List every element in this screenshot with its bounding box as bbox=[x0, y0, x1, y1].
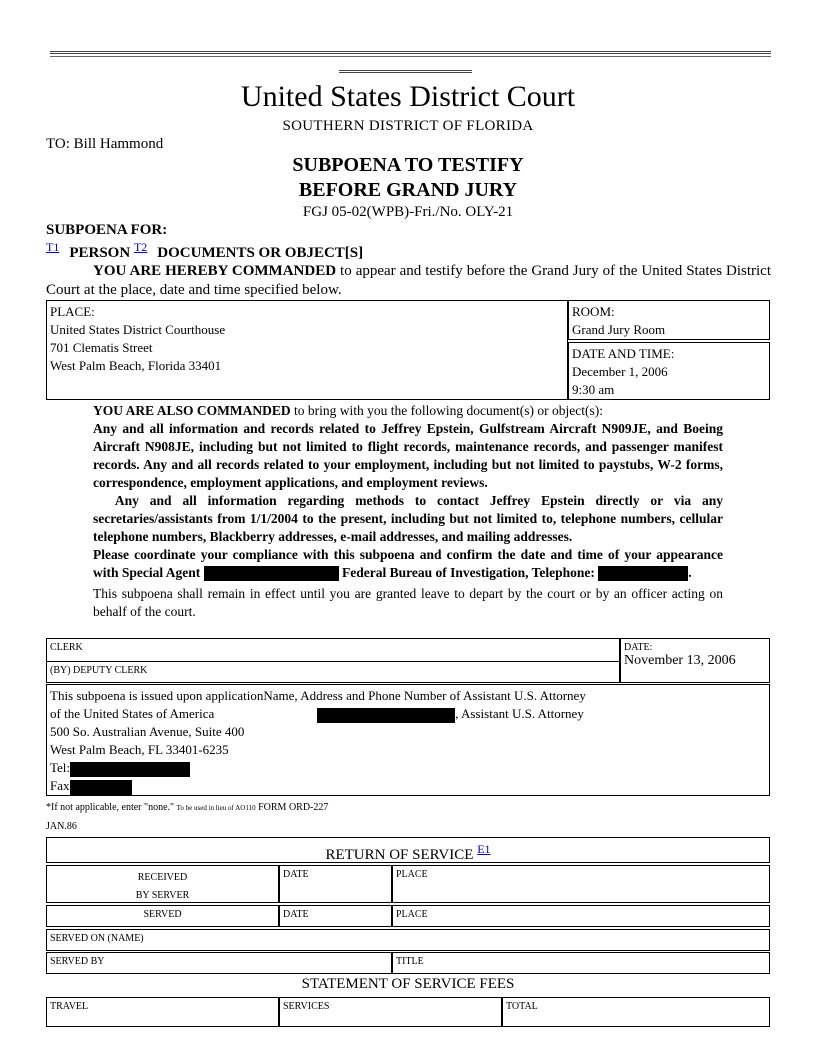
services-cell bbox=[279, 997, 502, 1027]
received-place-cell bbox=[392, 865, 770, 903]
footnote-small: To be used in lieu of AO110 bbox=[176, 804, 256, 812]
document-title-line2: BEFORE GRAND JURY bbox=[298, 179, 518, 201]
room-value: Grand Jury Room bbox=[572, 322, 666, 337]
received-label1: RECEIVED bbox=[137, 872, 188, 883]
place-line3: West Palm Beach, Florida 33401 bbox=[50, 358, 222, 373]
issuer-fax bbox=[50, 777, 766, 795]
datetime-label: DATE AND TIME: bbox=[572, 346, 675, 361]
form-date: JAN.86 bbox=[46, 821, 77, 832]
footnote-text: *If not applicable, enter "none." bbox=[46, 802, 175, 813]
clerk-label: CLERK bbox=[50, 642, 83, 653]
footnote bbox=[46, 802, 328, 813]
also-lead bbox=[93, 402, 723, 420]
redaction-telephone bbox=[598, 566, 688, 581]
records-paragraph: Any and all information and records related to Jeffrey Epstein, Gulfstream Aircraft N909JE, and Boeing Aircraft N908JE, including but not limited to flight records, maintenance records, and passenger manifest records. Any and all records related to your employment, including but not limited to paystubs, W-2 forms, correspondence, employment applications, and employment reviews. bbox=[93, 421, 723, 490]
issuer-tel bbox=[50, 759, 766, 777]
coordinate-text-b: Federal Bureau of Investigation, Telephone: bbox=[338, 565, 599, 580]
fax-label: Fax bbox=[50, 778, 70, 793]
header-rule bbox=[50, 56, 771, 57]
clerk-date-label: DATE: bbox=[624, 642, 653, 653]
link-t1[interactable]: T1 bbox=[46, 240, 60, 254]
datetime-time: 9:30 am bbox=[572, 382, 615, 397]
total-cell bbox=[502, 997, 770, 1027]
issuer-line3: 500 So. Australian Avenue, Suite 400 bbox=[50, 724, 245, 739]
travel-label: TRAVEL bbox=[50, 1001, 89, 1012]
coordinate-text-a: Please coordinate your compliance with this subpoena and confirm the date and time of your appearance with Special Agent bbox=[93, 547, 723, 580]
return-of-service-title: RETURN OF SERVICE bbox=[325, 847, 474, 863]
form-number: FORM ORD-227 bbox=[258, 802, 329, 813]
coordinate-text-c: . bbox=[688, 565, 692, 580]
total-label: TOTAL bbox=[506, 1001, 538, 1012]
also-lead-text: to bring with you the following document(s) or object(s): bbox=[290, 403, 603, 418]
recipient-line: TO: Bill Hammond bbox=[46, 136, 164, 152]
redaction-tel bbox=[70, 762, 190, 777]
served-date-label: DATE bbox=[283, 909, 309, 920]
place-box bbox=[46, 300, 568, 400]
issuer-line1: This subpoena is issued upon applicationName, Address and Phone Number of Assistant U.S. Attorney bbox=[50, 688, 586, 703]
datetime-date: December 1, 2006 bbox=[572, 364, 668, 379]
subpoena-for-heading: SUBPOENA FOR: bbox=[46, 222, 168, 238]
district-name: SOUTHERN DISTRICT OF FLORIDA bbox=[282, 118, 534, 134]
link-t2[interactable]: T2 bbox=[133, 240, 148, 254]
received-date-label: DATE bbox=[283, 869, 309, 880]
room-label: ROOM: bbox=[572, 304, 615, 319]
redaction-attorney-name bbox=[317, 708, 455, 723]
served-label: SERVED bbox=[143, 909, 182, 920]
document-title-line1: SUBPOENA TO TESTIFY bbox=[292, 154, 524, 176]
coordinate-paragraph bbox=[93, 546, 723, 582]
documents-option: DOCUMENTS OR OBJECT[S] bbox=[157, 245, 364, 261]
place-line1: United States District Courthouse bbox=[50, 322, 226, 337]
contact-paragraph: Any and all information regarding methods to contact Jeffrey Epstein directly or via any secretaries/assistants from 1/1/2004 to the present, including but not limited to, telephone numbers, cellular telephone numbers, Blackberry addresses, e-mail addresses, and mailing addresses. bbox=[93, 493, 727, 544]
title-label: TITLE bbox=[396, 956, 424, 967]
redaction-agent-name bbox=[204, 566, 339, 581]
link-e1[interactable]: E1 bbox=[477, 842, 491, 856]
room-box bbox=[568, 300, 770, 340]
served-on-cell bbox=[46, 929, 770, 951]
subpoena-for-options bbox=[46, 240, 363, 262]
issuer-line4: West Palm Beach, FL 33401-6235 bbox=[50, 742, 229, 757]
served-on-label: SERVED ON (NAME) bbox=[50, 933, 144, 944]
travel-cell bbox=[46, 997, 279, 1027]
clerk-date-box bbox=[620, 638, 770, 683]
received-place-label: PLACE bbox=[396, 869, 428, 880]
redaction-fax bbox=[70, 780, 132, 795]
also-commanded-section bbox=[93, 402, 727, 621]
service-fees-title: STATEMENT OF SERVICE FEES bbox=[301, 976, 515, 992]
issuer-line2-text: of the United States of America bbox=[50, 706, 215, 721]
deputy-clerk-box bbox=[46, 661, 620, 683]
deputy-clerk-label: (BY) DEPUTY CLERK bbox=[50, 665, 148, 676]
received-by-server-cell bbox=[46, 865, 279, 903]
served-cell bbox=[46, 905, 279, 927]
clerk-box bbox=[46, 638, 620, 662]
received-label2: BY SERVER bbox=[135, 890, 190, 901]
header-double-rule bbox=[50, 51, 771, 54]
command-text: to appear and testify before the Grand Jury of the United States District Court at the place, date and time specified below. bbox=[46, 263, 771, 298]
place-label: PLACE: bbox=[50, 304, 95, 319]
datetime-box bbox=[568, 342, 770, 400]
return-of-service-header bbox=[46, 837, 770, 863]
command-paragraph bbox=[46, 262, 771, 300]
served-by-label: SERVED BY bbox=[50, 956, 105, 967]
person-option: PERSON bbox=[69, 245, 131, 261]
attorney-suffix: , Assistant U.S. Attorney bbox=[455, 706, 584, 721]
served-place-label: PLACE bbox=[396, 909, 428, 920]
served-by-cell bbox=[46, 952, 392, 974]
issuer-line2 bbox=[50, 705, 766, 723]
place-line2: 701 Clematis Street bbox=[50, 340, 153, 355]
also-lead-bold: YOU ARE ALSO COMMANDED bbox=[93, 403, 291, 418]
services-label: SERVICES bbox=[283, 1001, 330, 1012]
clerk-date-value: November 13, 2006 bbox=[624, 653, 736, 668]
tel-label: Tel: bbox=[50, 760, 71, 775]
command-lead: YOU ARE HEREBY COMMANDED bbox=[93, 263, 337, 279]
case-number: FGJ 05-02(WPB)-Fri./No. OLY-21 bbox=[302, 204, 514, 220]
received-date-cell bbox=[279, 865, 392, 903]
court-name: United States District Court bbox=[240, 80, 576, 113]
issuer-box bbox=[46, 684, 770, 796]
header-short-rule bbox=[339, 70, 472, 73]
effect-paragraph: This subpoena shall remain in effect until you are granted leave to depart by the court or by an officer acting on behalf of the court. bbox=[93, 586, 723, 619]
title-cell bbox=[392, 952, 770, 974]
served-date-cell bbox=[279, 905, 392, 927]
served-place-cell bbox=[392, 905, 770, 927]
